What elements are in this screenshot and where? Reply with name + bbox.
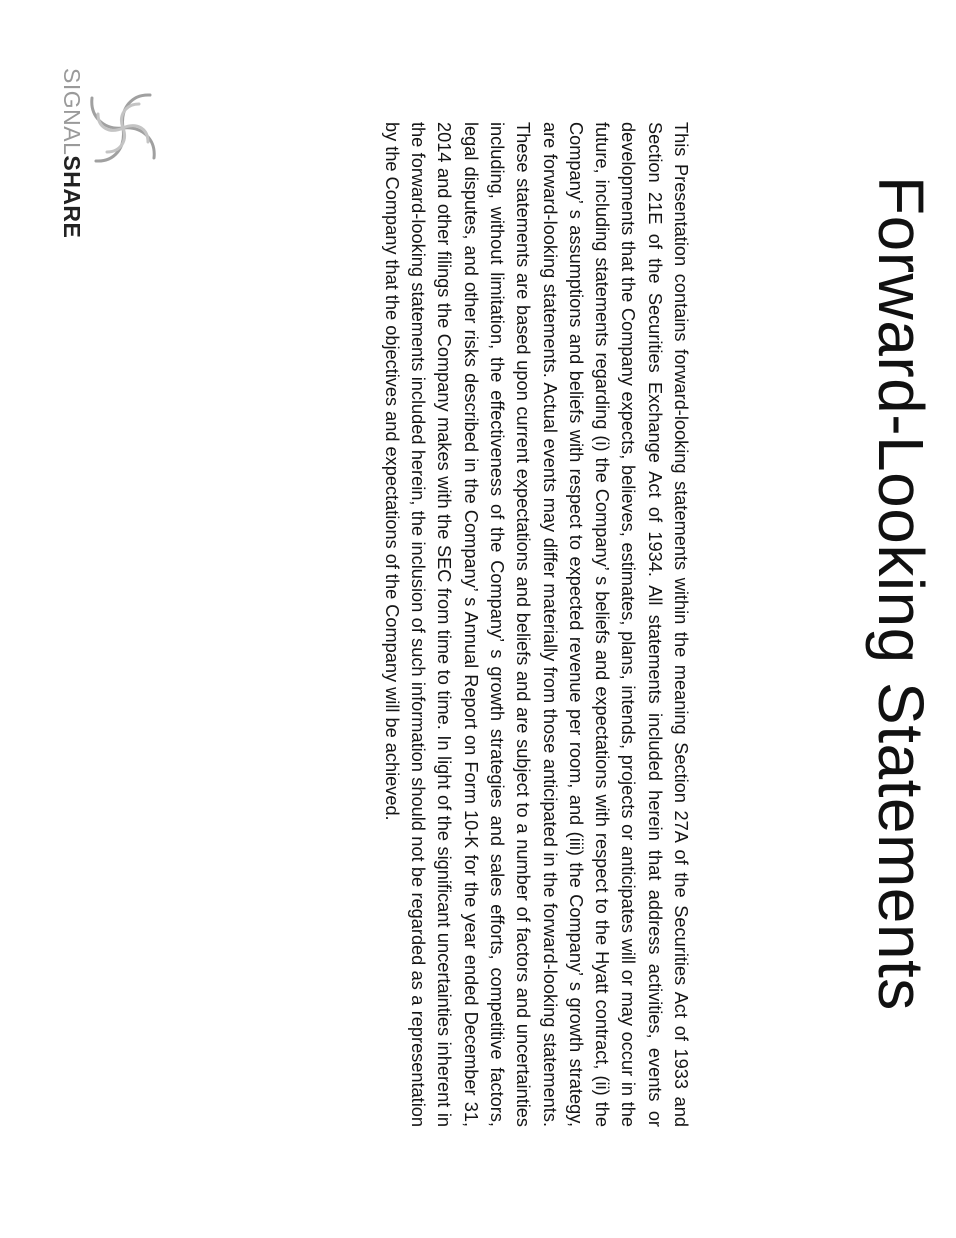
- logo-wordmark: [58, 68, 85, 238]
- logo-wordmark-signal: SIGNAL: [59, 68, 85, 156]
- body-paragraph: This Presentation contains forward-looking statements within the meaning Section 27A of the Securities Act of 1933 and Section 21E of the Securities Exchange Act of 1934. All statements included herein that address activities, events or developments that the Company expects, believes, estimates, plans, intends, projects or anticipates will or may occur in the future, including statements regarding (i) the Company’ s beliefs and expectations with respect to the Hyatt contract, (ii) the Company’ s assumptions and beliefs with respect to expected revenue per room, and (iii) the Company’ s growth strategy, are forward-looking statements. Actual events may differ materially from those anticipated in the forward-looking statements. These statements are based upon current expectations and beliefs and are subject to a number of factors and uncertainties including, without limitation, the effectiveness of the Company’ s growth strategies and sales efforts, competitive factors, legal disputes, and other risks described in the Company’ s Annual Report on Form 10-K for the year ended December 31, 2014 and other filings the Company makes with the SEC from time to time. In light of the significant uncertainties inherent in the forward-looking statements included herein, the inclusion of such information should not be regarded as a representation by the Company that the objectives and expectations of the Company will be achieved.: [381, 122, 691, 1127]
- logo-wordmark-share: SHARE: [59, 155, 85, 239]
- company-logo: [59, 68, 178, 239]
- slide-title: Forward-Looking Statements: [865, 176, 937, 1011]
